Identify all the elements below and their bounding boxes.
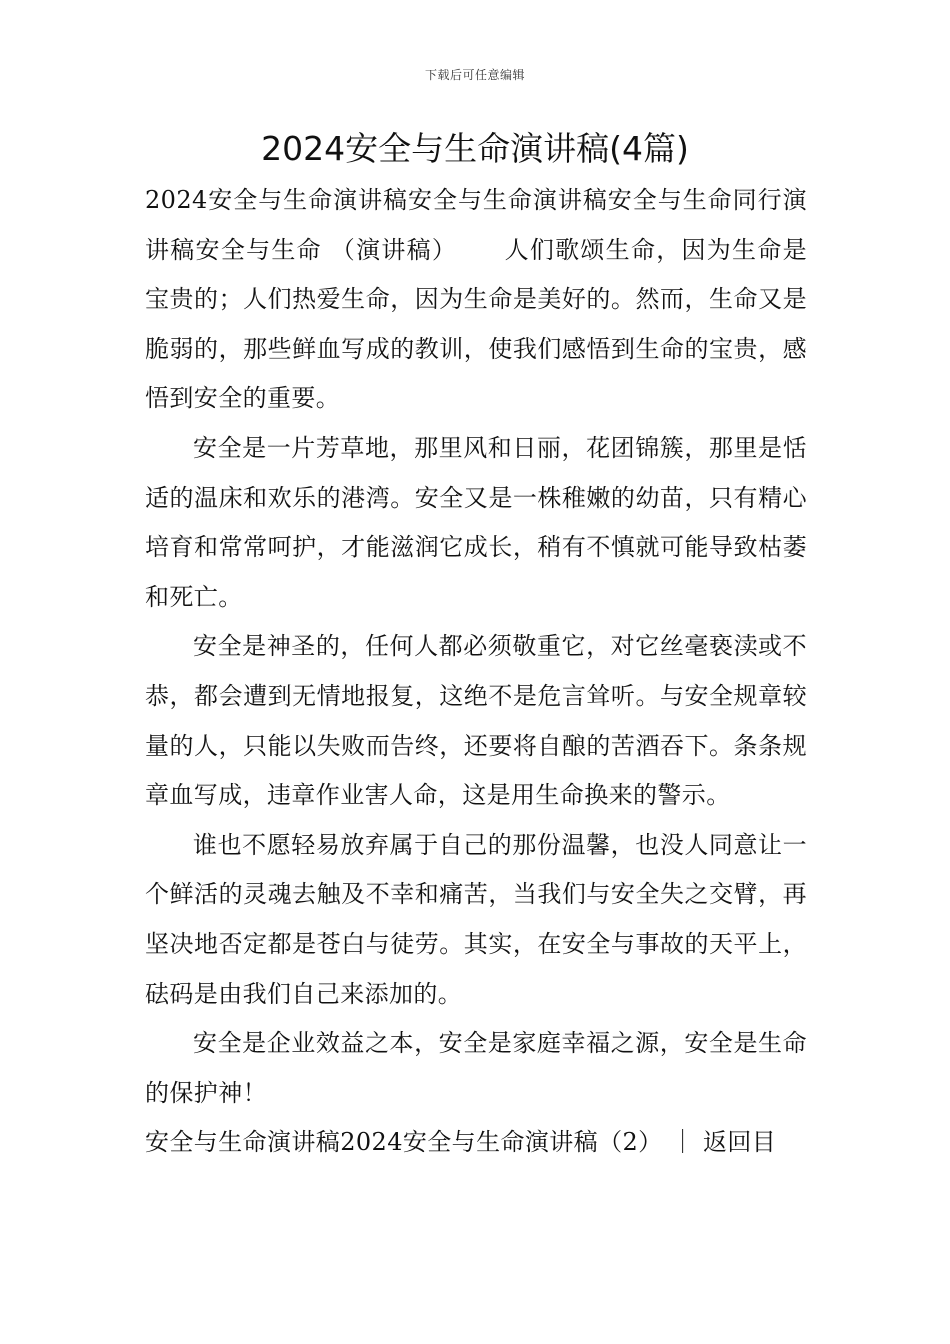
header-note: 下载后可任意编辑: [424, 68, 525, 82]
paragraph-meadow: 安全是一片芳草地，那里风和日丽，花团锦簇，那里是恬适的温床和欢乐的港湾。安全又是一株稚嫩的幼苗，只有精心培育和常常呵护，才能滋润它成长，稍有不慎就可能导致枯萎和死亡。: [145, 433, 807, 611]
paragraph-warmth: 谁也不愿轻易放弃属于自己的那份温馨，也没人同意让一个鲜活的灵魂去触及不幸和痛苦，当我们与安全失之交臂，再坚决地否定都是苍白与徒劳。其实，在安全与事故的天平上，砝码是由我们自己来添加的。: [145, 830, 807, 1008]
paragraph-intro: 2024安全与生命演讲稿安全与生命演讲稿安全与生命同行演讲稿安全与生命 （演讲稿） 人们歌颂生命，因为生命是宝贵的；人们热爱生命，因为生命是美好的。然而，生命又是脆弱的，那些鲜血写成的教训，使我们感悟到生命的宝贵，感悟到安全的重要。: [145, 186, 807, 413]
paragraph-foundation: 安全是企业效益之本，安全是家庭幸福之源，安全是生命的保护神！: [145, 1029, 807, 1107]
document-body: [145, 176, 807, 1168]
paragraph-next-section: 安全与生命演讲稿2024安全与生命演讲稿（2） ｜ 返回目: [145, 1128, 777, 1157]
document-title: 2024安全与生命演讲稿(4篇): [261, 129, 689, 168]
paragraph-sacred: 安全是神圣的，任何人都必须敬重它，对它丝毫亵渎或不恭，都会遭到无情地报复，这绝不是危言耸听。与安全规章较量的人，只能以失败而告终，还要将自酿的苦酒吞下。条条规章血写成，违章作业害人命，这是用生命换来的警示。: [145, 632, 807, 810]
